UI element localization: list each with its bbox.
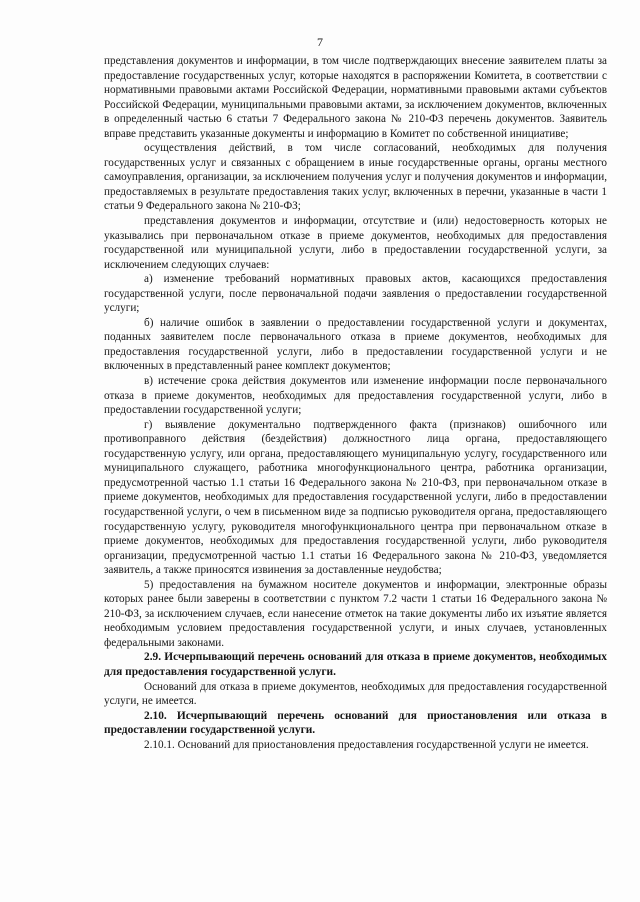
paragraph-actions-approvals: осуществления действий, в том числе согласований, необходимых для получения государственных услуг и связанных с обращением в иные государственные органы, органы местного самоуправления, организации, за исключением получения услуг и получения документов и информации, предоставляемых в результате предоставления таких услуг, включенных в перечни, указанные в части 1 статьи 9 Федерального закона № 210-ФЗ; bbox=[104, 142, 607, 213]
section-heading-2-10: 2.10. Исчерпывающий перечень оснований для приостановления или отказа в предоставлении государственной услуги. bbox=[104, 709, 607, 737]
list-item-a: а) изменение требований нормативных правовых актов, касающихся предоставления государственной услуги, после первоначальной подачи заявления о предоставлении государственной услуги; bbox=[104, 273, 607, 315]
list-item-g: г) выявление документально подтвержденного факта (признаков) ошибочного или противоправного действия (бездействия) должностного лица органа, предоставляющего государственную услугу, или органа, предоставляющего муниципальную услугу, государственного или муниципального служащего, работника многофункционального центра, работника организации, предусмотренной частью 1.1 статьи 16 Федерального закона № 210-ФЗ, при первоначальном отказе в приеме документов, необходимых для предоставления государственной услуги, либо в предоставлении государственной услуги, о чем в письменном виде за подписью руководителя органа, предоставляющего государственную услугу, руководителя многофункционального центра при первоначальном отказе в приеме документов, необходимых для предоставления государственной услуги, либо руководителя организации, предусмотренной частью 1.1 статьи 16 Федерального закона № 210-ФЗ, уведомляется заявитель, а также приносятся извинения за доставленные неудобства; bbox=[104, 418, 607, 577]
paragraph-no-refusal-grounds: Оснований для отказа в приеме документов, необходимых для предоставления государственной услуги, не имеется. bbox=[104, 680, 607, 708]
paragraph-documents-in-committee: представления документов и информации, в том числе подтверждающих внесение заявителем платы за предоставление государственных услуг, которые находятся в распоряжении Комитета, в соответствии с нормативными правовыми актами Российской Федерации, нормативными правовыми актами субъектов Российской Федерации, муниципальными правовыми актами, за исключением документов, включенных в определенный частью 6 статьи 7 Федерального закона № 210-ФЗ перечень документов. Заявитель вправе представить указанные документы и информацию в Комитет по собственной инициативе; bbox=[104, 55, 607, 140]
section-heading-2-9: 2.9. Исчерпывающий перечень оснований для отказа в приеме документов, необходимых для предоставления государственной услуги. bbox=[104, 651, 607, 678]
page-number: 7 bbox=[317, 35, 323, 49]
list-item-b: б) наличие ошибок в заявлении о предоставлении государственной услуги и документах, поданных заявителем после первоначального отказа в приеме документов, необходимых для предоставления государственной услуги, либо в предоставлении государственной услуги и не включенных в представленный ранее комплект документов; bbox=[104, 316, 607, 373]
list-item-v: в) истечение срока действия документов или изменение информации после первоначального отказа в приеме документов, необходимых для предоставления государственной услуги, либо в предоставлении государственной услуги; bbox=[104, 375, 607, 417]
document-body bbox=[104, 54, 607, 752]
paragraph-missing-documents: представления документов и информации, отсутствие и (или) недостоверность которых не указывались при первоначальном отказе в приеме документов, необходимых для предоставления государственной или муниципальной услуги, либо в предоставлении государственной услуги, за исключением следующих случаев: bbox=[104, 215, 607, 271]
paragraph-paper-documents: 5) предоставления на бумажном носителе документов и информации, электронные образы которых ранее были заверены в соответствии с пунктом 7.2 части 1 статьи 16 Федерального закона № 210-ФЗ, за исключением случаев, если нанесение отметок на такие документы либо их изъятие является необходимым условием предоставления государственной услуги, и иных случаев, установленных федеральными законами. bbox=[104, 578, 607, 649]
paragraph-2-10-1: 2.10.1. Оснований для приостановления предоставления государственной услуги не имеется. bbox=[144, 738, 589, 751]
